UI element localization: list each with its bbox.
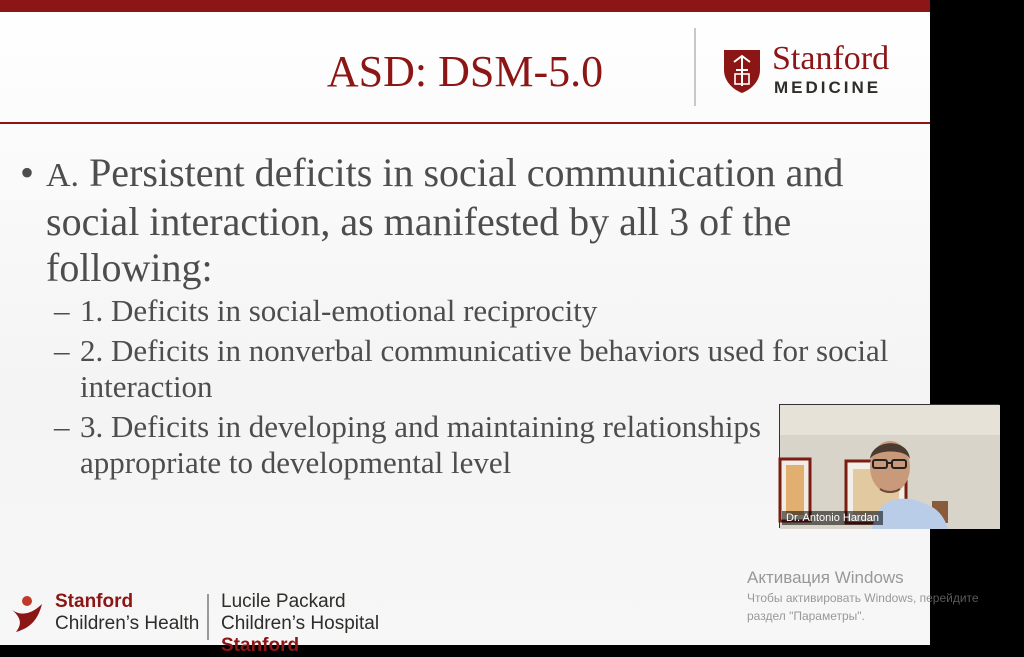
activation-line1: Чтобы активировать Windows, перейдите	[747, 591, 979, 605]
logo-subtitle: MEDICINE	[774, 78, 882, 97]
windows-activation-watermark	[747, 567, 979, 625]
brand1-line2: Children’s Health	[55, 613, 200, 634]
header-divider	[694, 28, 696, 106]
activation-line2: раздел "Параметры".	[747, 609, 865, 623]
lucile-packard-text	[221, 591, 380, 656]
sub-bullet	[20, 293, 900, 329]
logo-wordmark: Stanford	[772, 40, 890, 77]
sub-point-text: 2. Deficits in nonverbal communicative behaviors used for social interaction	[80, 333, 889, 404]
dash-marker: –	[54, 409, 70, 444]
sub-point-text: 1. Deficits in social-emotional reciprocity	[80, 293, 598, 328]
main-point-text: Persistent deficits in social communication and social interaction, as manifested by all 3 of the following:	[46, 150, 844, 290]
stanford-medicine-logo	[722, 40, 912, 100]
bullet-marker: •	[20, 150, 35, 195]
participant-name-label: Dr. Antonio Hardan	[782, 511, 883, 525]
sub-bullet	[20, 333, 900, 405]
footer-divider	[207, 594, 209, 640]
sub-bullet	[20, 409, 900, 481]
stanford-shield-icon	[722, 48, 762, 94]
childrens-health-logo-icon	[8, 594, 46, 634]
brand2-line3: Stanford	[221, 635, 300, 656]
activation-title: Активация Windows	[747, 568, 904, 587]
dash-marker: –	[54, 333, 70, 368]
slide-title: ASD: DSM-5.0	[326, 47, 604, 96]
main-bullet	[20, 150, 900, 291]
brand1-line1: Stanford	[55, 591, 134, 612]
brand2-line1: Lucile Packard	[221, 591, 346, 612]
participant-video-tile[interactable]	[779, 404, 999, 528]
sub-point-text: 3. Deficits in developing and maintaining relationships appropriate to developmental level	[80, 409, 762, 480]
main-point-prefix: A.	[46, 157, 80, 194]
stanford-childrens-health-text	[55, 591, 199, 635]
dash-marker: –	[54, 293, 70, 328]
brand2-line2: Children’s Hospital	[221, 613, 380, 634]
header-rule	[0, 122, 930, 124]
slide-top-bar	[0, 0, 930, 12]
slide-body	[20, 150, 900, 485]
